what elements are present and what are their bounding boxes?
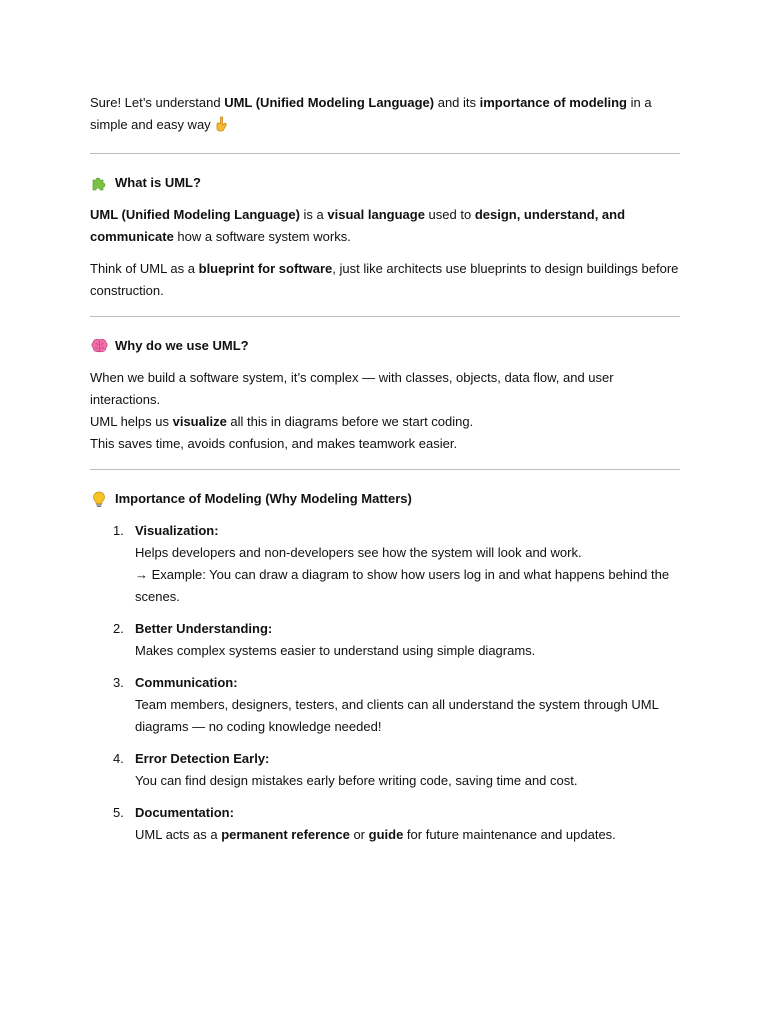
list-item: 4. Error Detection Early: You can find design mistakes early before writing code, saving time and cost.	[113, 751, 578, 788]
document-content	[90, 92, 680, 856]
why-heading: Why do we use UML?	[90, 335, 680, 357]
importance-list	[90, 520, 680, 846]
list-item: 5. Documentation: UML acts as a permanent reference or guide for future maintenance and updates.	[113, 805, 616, 842]
section-divider	[90, 469, 680, 470]
why-paragraph: When we build a software system, it’s complex — with classes, objects, data flow, and user interactions. UML helps us visualize all this in diagrams before we start coding. This saves time, avoids confusion, and makes teamwork easier.	[90, 370, 614, 451]
what-paragraph-2: Think of UML as a blueprint for software, just like architects use blueprints to design buildings before construction.	[90, 261, 679, 298]
what-paragraph-1: UML (Unified Modeling Language) is a visual language used to design, understand, and communicate how a software system works.	[90, 207, 626, 244]
puzzle-piece-icon	[90, 174, 108, 192]
brain-icon	[90, 337, 108, 355]
intro-paragraph: Sure! Let’s understand UML (Unified Modeling Language) and its importance of modeling in a simple and easy way	[90, 92, 680, 139]
pointing-down-hand-icon	[214, 116, 230, 139]
section-divider	[90, 316, 680, 317]
light-bulb-icon	[90, 490, 108, 508]
list-item: 2. Better Understanding: Makes complex systems easier to understand using simple diagrams.	[113, 621, 536, 658]
what-heading: What is UML?	[90, 172, 680, 194]
list-item: 3. Communication: Team members, designers, testers, and clients can all understand the system through UML diagrams — no coding knowledge needed!	[113, 675, 659, 734]
importance-heading: Importance of Modeling (Why Modeling Matters)	[90, 488, 680, 510]
list-item: 1. Visualization: Helps developers and non-developers see how the system will look and work. → Example: You can draw a diagram to show how users log in and what happens behind the scenes.	[113, 523, 670, 604]
section-divider	[90, 153, 680, 154]
